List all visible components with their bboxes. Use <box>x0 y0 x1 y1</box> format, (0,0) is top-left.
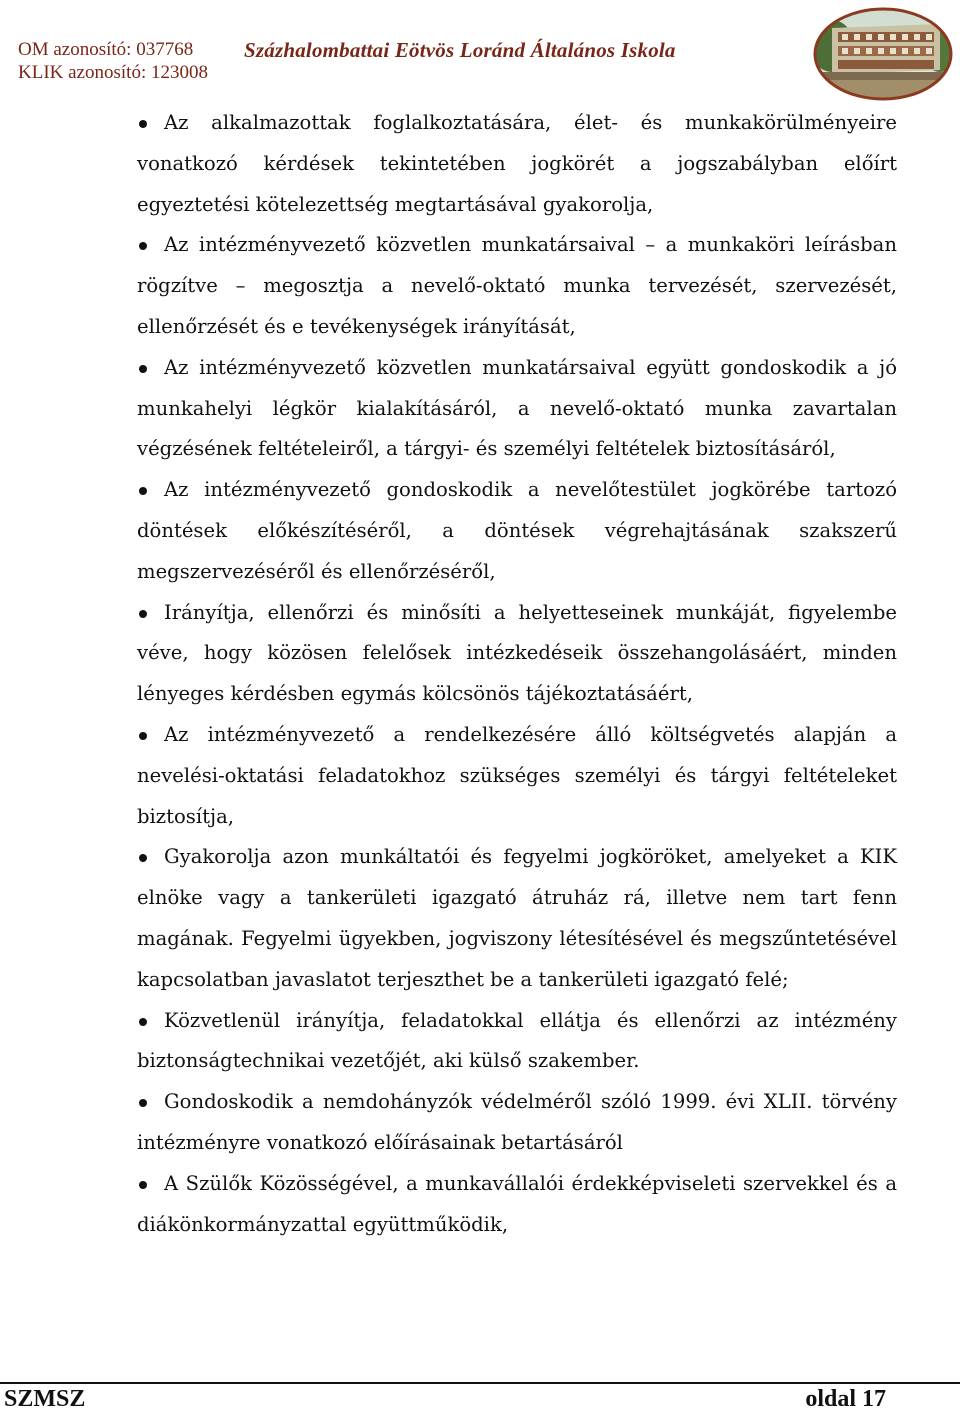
klik-id: KLIK azonosító: 123008 <box>18 62 208 83</box>
list-item <box>137 470 897 592</box>
bullet-dot-icon <box>139 854 147 862</box>
list-item <box>137 103 897 225</box>
bullet-dot-icon <box>139 732 147 740</box>
list-item <box>137 1001 897 1083</box>
school-building-photo-icon <box>812 6 954 102</box>
om-id: OM azonosító: 037768 <box>18 39 194 60</box>
bullet-dot-icon <box>139 365 147 373</box>
bullet-dot-icon <box>139 242 147 250</box>
list-item <box>137 1164 897 1246</box>
footer-divider <box>0 1382 960 1384</box>
list-item <box>137 837 897 1000</box>
bullet-dot-icon <box>139 1018 147 1026</box>
list-item <box>137 593 897 715</box>
school-name: Százhalombattai Eötvös Loránd Általános Iskola <box>244 38 676 62</box>
list-item <box>137 348 897 470</box>
bullet-dot-icon <box>139 1099 147 1107</box>
bullet-dot-icon <box>139 120 147 128</box>
list-item <box>137 225 897 347</box>
list-item-text: Irányítja, ellenőrzi és minősíti a helyetteseinek munkáját, figyelembe véve, hogy közösen felelősek intézkedéseik összehangolásáért, minden lényeges kérdésben egymás kölcsönös tájékoztatásáért, <box>137 600 897 706</box>
list-item-text: Gondoskodik a nemdohányzók védelméről szóló 1999. évi XLII. törvény intézményre vonatkozó előírásainak betartásáról <box>137 1090 897 1154</box>
list-item <box>137 715 897 837</box>
footer-page-number: oldal 17 <box>805 1386 886 1412</box>
list-item-text: Az intézményvezető gondoskodik a nevelőtestület jogkörébe tartozó döntések előkészítéséről, a döntések végrehajtásának szakszerű megszervezéséről és ellenőrzéséről, <box>137 478 897 583</box>
page-header <box>0 0 960 100</box>
bullet-dot-icon <box>139 487 147 495</box>
list-item-text: Az intézményvezető közvetlen munkatársaival együtt gondoskodik a jó munkahelyi légkör kialakításáról, a nevelő-oktató munka zavartalan végzésének feltételeiről, a tárgyi- és személyi feltételek biztosításáról, <box>137 355 897 461</box>
bullet-dot-icon <box>139 1181 147 1189</box>
list-item <box>137 1082 897 1164</box>
footer-doc-name: SZMSZ <box>4 1386 86 1412</box>
header-ids <box>18 38 208 84</box>
bullet-dot-icon <box>139 610 147 618</box>
list-item-text: A Szülők Közösségével, a munkavállalói érdekképviseleti szervekkel és a diákönkormányzattal együttműködik, <box>137 1171 897 1236</box>
list-item-text: Közvetlenül irányítja, feladatokkal ellátja és ellenőrzi az intézmény biztonságtechnikai vezetőjét, aki külső szakember. <box>137 1008 897 1073</box>
document-body <box>137 103 897 1245</box>
bullet-list <box>137 103 897 1245</box>
list-item-text: Az alkalmazottak foglalkoztatására, élet- és munkakörülményeire vonatkozó kérdések tekintetében jogkörét a jogszabályban előírt egyeztetési kötelezettség megtartásával gyakorolja, <box>137 111 897 216</box>
list-item-text: Gyakorolja azon munkáltatói és fegyelmi jogköröket, amelyeket a KIK elnöke vagy a tankerületi igazgató átruház rá, illetve nem tart fenn magának. Fegyelmi ügyekben, jogviszony létesítésével és megszűntetésével kapcsolatban javaslatot terjeszthet be a tankerületi igazgató felé; <box>137 845 897 991</box>
list-item-text: Az intézményvezető közvetlen munkatársaival – a munkaköri leírásban rögzítve – megosztja a nevelő-oktató munka tervezését, szervezését, ellenőrzését és e tevékenységek irányítását, <box>137 233 897 338</box>
list-item-text: Az intézményvezető a rendelkezésére álló költségvetés alapján a nevelési-oktatási feladatokhoz szükséges személyi és tárgyi feltételeket biztosítja, <box>137 722 897 828</box>
